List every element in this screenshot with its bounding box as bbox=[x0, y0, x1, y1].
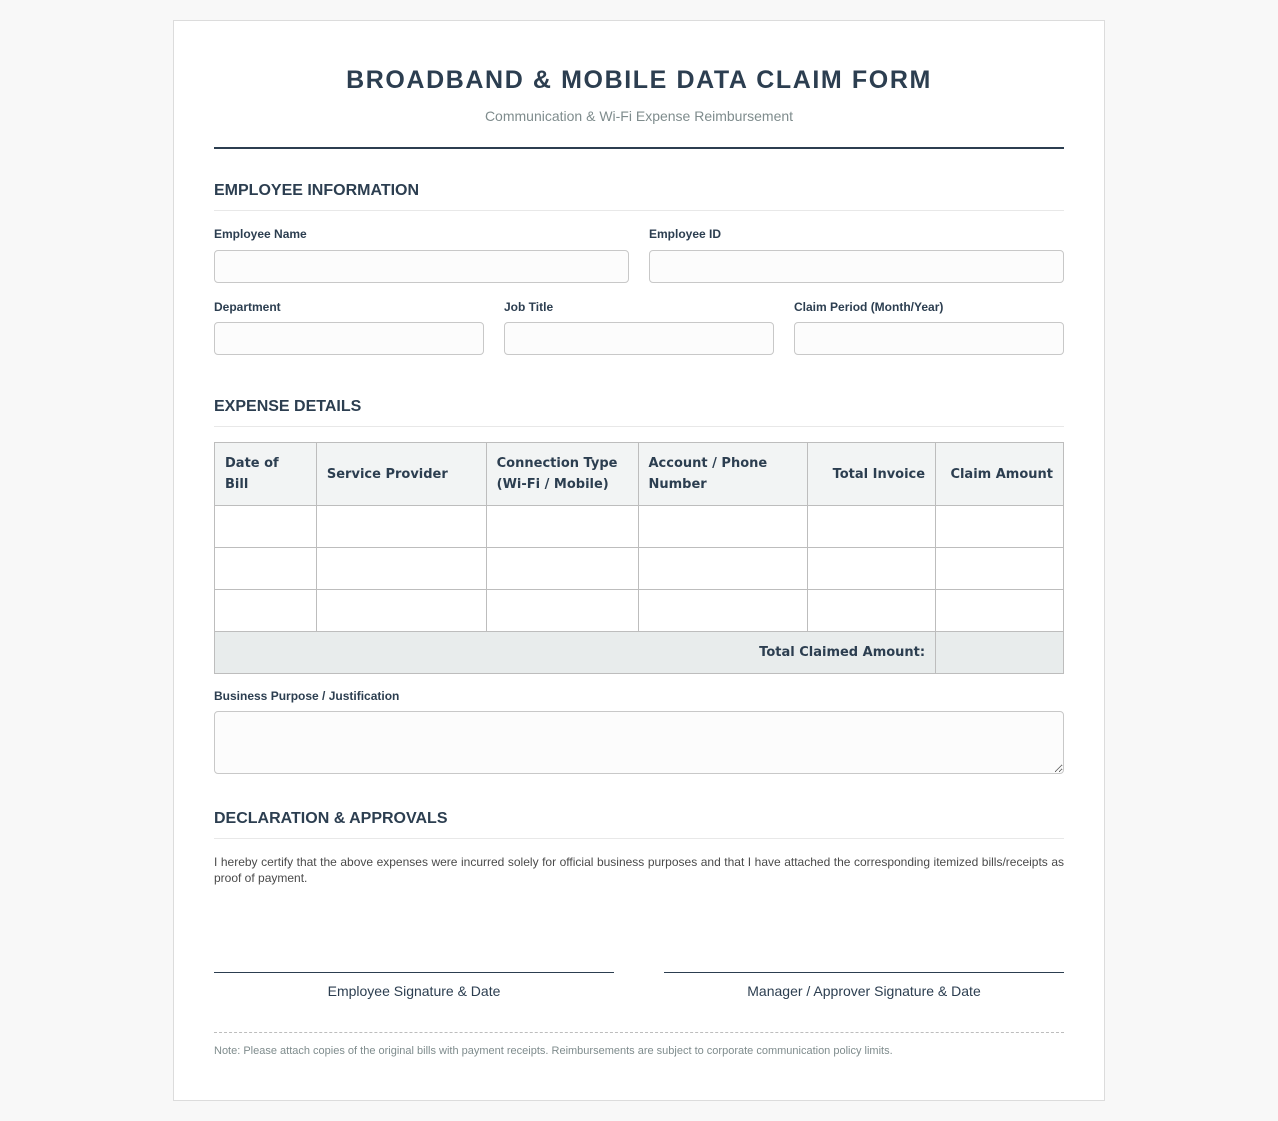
business-purpose-textarea[interactable] bbox=[214, 711, 1064, 774]
table-cell[interactable] bbox=[808, 590, 936, 632]
table-cell[interactable] bbox=[486, 548, 638, 590]
claim-period-input[interactable] bbox=[794, 322, 1064, 355]
total-row bbox=[215, 632, 1064, 674]
table-cell[interactable] bbox=[316, 548, 486, 590]
form-title: BROADBAND & MOBILE DATA CLAIM FORM bbox=[346, 66, 932, 94]
department-label: Department bbox=[214, 300, 281, 314]
declaration-heading: DECLARATION & APPROVALS bbox=[214, 810, 1064, 839]
employee-signature-label: Employee Signature & Date bbox=[327, 983, 501, 999]
job-title-label: Job Title bbox=[504, 300, 554, 314]
expense-table bbox=[214, 442, 1064, 674]
table-cell[interactable] bbox=[486, 506, 638, 548]
table-row bbox=[215, 506, 1064, 548]
employee-signature-line bbox=[214, 972, 614, 973]
job-title-input[interactable] bbox=[504, 322, 774, 355]
col-connection-type-line1: Connection Type bbox=[496, 456, 618, 471]
table-cell[interactable] bbox=[215, 590, 317, 632]
col-date-of-bill: Date of Bill bbox=[215, 443, 317, 506]
table-row bbox=[215, 548, 1064, 590]
footer-divider bbox=[214, 1032, 1064, 1033]
table-cell[interactable] bbox=[808, 548, 936, 590]
table-cell[interactable] bbox=[215, 548, 317, 590]
table-cell[interactable] bbox=[936, 590, 1064, 632]
employee-id-input[interactable] bbox=[649, 250, 1064, 283]
table-cell[interactable] bbox=[936, 506, 1064, 548]
table-cell[interactable] bbox=[808, 506, 936, 548]
table-cell[interactable] bbox=[936, 548, 1064, 590]
col-account-line2: Number bbox=[648, 477, 707, 492]
employee-info-heading: EMPLOYEE INFORMATION bbox=[214, 182, 1064, 211]
col-connection-type-line2: (Wi-Fi / Mobile) bbox=[496, 477, 609, 492]
table-cell[interactable] bbox=[215, 506, 317, 548]
table-cell[interactable] bbox=[486, 590, 638, 632]
col-account-phone bbox=[638, 443, 808, 506]
expense-header-row bbox=[215, 443, 1064, 506]
table-cell[interactable] bbox=[316, 506, 486, 548]
table-cell[interactable] bbox=[638, 506, 808, 548]
declaration-text: I hereby certify that the above expenses were incurred solely for official business purposes and that I have attached the corresponding itemized bills/receipts as proof of payment. bbox=[214, 855, 1064, 885]
table-row bbox=[215, 590, 1064, 632]
claim-form-page bbox=[173, 20, 1105, 1101]
col-service-provider: Service Provider bbox=[316, 443, 486, 506]
form-subtitle: Communication & Wi-Fi Expense Reimbursement bbox=[484, 108, 794, 124]
table-cell[interactable] bbox=[638, 548, 808, 590]
business-purpose-label: Business Purpose / Justification bbox=[214, 689, 400, 703]
total-claimed-label: Total Claimed Amount: bbox=[215, 632, 936, 674]
col-account-line1: Account / Phone bbox=[648, 456, 768, 471]
department-input[interactable] bbox=[214, 322, 484, 355]
manager-signature-label: Manager / Approver Signature & Date bbox=[747, 983, 981, 999]
table-cell[interactable] bbox=[316, 590, 486, 632]
claim-period-label: Claim Period (Month/Year) bbox=[794, 300, 944, 314]
col-connection-type bbox=[486, 443, 638, 506]
col-claim-amount: Claim Amount bbox=[936, 443, 1064, 506]
employee-name-input[interactable] bbox=[214, 250, 629, 283]
footer-note: Note: Please attach copies of the original bills with payment receipts. Reimbursements are subject to corporate communication policy limits. bbox=[214, 1045, 893, 1057]
employee-name-label: Employee Name bbox=[214, 227, 307, 241]
total-claimed-value[interactable] bbox=[936, 632, 1064, 674]
title-divider bbox=[214, 147, 1064, 149]
col-total-invoice: Total Invoice bbox=[808, 443, 936, 506]
expense-details-heading: EXPENSE DETAILS bbox=[214, 398, 1064, 427]
manager-signature-line bbox=[664, 972, 1064, 973]
table-cell[interactable] bbox=[638, 590, 808, 632]
employee-id-label: Employee ID bbox=[649, 227, 722, 241]
